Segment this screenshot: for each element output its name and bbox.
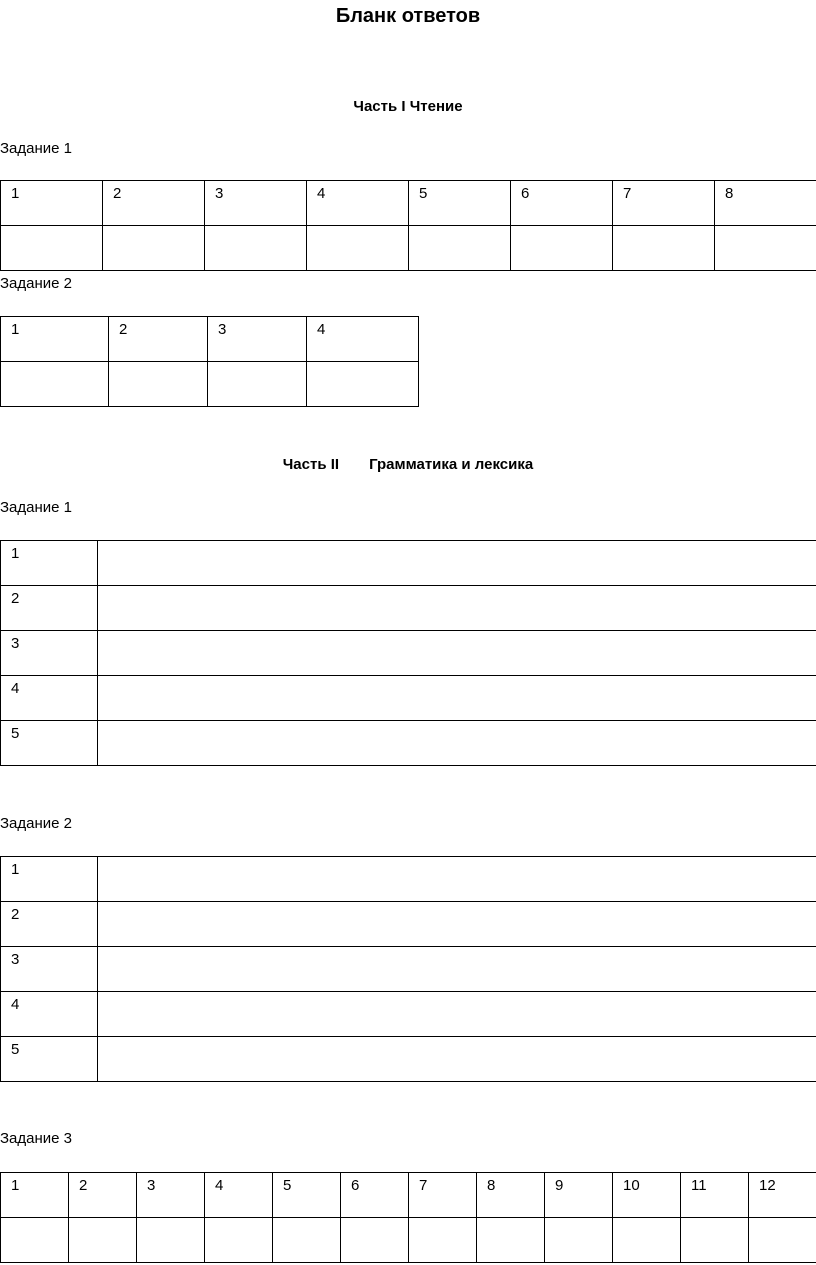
answer-cell[interactable] bbox=[109, 362, 208, 407]
column-header: 3 bbox=[205, 181, 307, 226]
answer-cell[interactable] bbox=[273, 1218, 341, 1263]
column-header: 6 bbox=[341, 1173, 409, 1218]
column-header: 6 bbox=[511, 181, 613, 226]
answer-cell[interactable] bbox=[205, 226, 307, 271]
answer-cell[interactable] bbox=[98, 992, 816, 1037]
answer-cell[interactable] bbox=[409, 226, 511, 271]
answer-cell[interactable] bbox=[477, 1218, 545, 1263]
answer-cell[interactable] bbox=[1, 362, 109, 407]
header-row bbox=[1, 1173, 816, 1218]
column-header: 8 bbox=[477, 1173, 545, 1218]
page-title: Бланк ответов bbox=[335, 5, 481, 27]
answer-cell[interactable] bbox=[1, 226, 103, 271]
column-header: 12 bbox=[749, 1173, 816, 1218]
column-header: 10 bbox=[613, 1173, 681, 1218]
answer-cell[interactable] bbox=[511, 226, 613, 271]
column-header: 2 bbox=[103, 181, 205, 226]
row-number: 1 bbox=[1, 541, 98, 586]
answer-cell[interactable] bbox=[98, 721, 816, 766]
table-row bbox=[1, 902, 816, 947]
answer-cell[interactable] bbox=[613, 1218, 681, 1263]
answer-row bbox=[1, 1218, 816, 1263]
column-header: 4 bbox=[307, 181, 409, 226]
answer-cell[interactable] bbox=[98, 676, 816, 721]
row-number: 3 bbox=[1, 947, 98, 992]
answer-cell[interactable] bbox=[341, 1218, 409, 1263]
answer-cell[interactable] bbox=[715, 226, 816, 271]
column-header: 8 bbox=[715, 181, 816, 226]
answer-row bbox=[1, 362, 419, 407]
part2-title-name: Грамматика и лексика bbox=[369, 456, 534, 473]
row-number: 1 bbox=[1, 857, 98, 902]
header-row bbox=[1, 181, 816, 226]
answer-cell[interactable] bbox=[98, 857, 816, 902]
table-row bbox=[1, 631, 816, 676]
part2-title bbox=[0, 455, 816, 475]
column-header: 2 bbox=[109, 317, 208, 362]
table-row bbox=[1, 721, 816, 766]
answer-cell[interactable] bbox=[98, 902, 816, 947]
answer-cell[interactable] bbox=[98, 631, 816, 676]
answer-cell[interactable] bbox=[208, 362, 307, 407]
column-header: 3 bbox=[208, 317, 307, 362]
column-header: 7 bbox=[613, 181, 715, 226]
part2-task3-label: Задание 3 bbox=[0, 1130, 73, 1147]
column-header: 9 bbox=[545, 1173, 613, 1218]
answer-cell[interactable] bbox=[1, 1218, 69, 1263]
row-number: 2 bbox=[1, 586, 98, 631]
answer-cell[interactable] bbox=[307, 226, 409, 271]
answer-cell[interactable] bbox=[98, 947, 816, 992]
answer-cell[interactable] bbox=[613, 226, 715, 271]
answer-cell[interactable] bbox=[137, 1218, 205, 1263]
column-header: 7 bbox=[409, 1173, 477, 1218]
table-row bbox=[1, 541, 816, 586]
row-number: 5 bbox=[1, 1037, 98, 1082]
column-header: 5 bbox=[273, 1173, 341, 1218]
table-row bbox=[1, 992, 816, 1037]
column-header: 2 bbox=[69, 1173, 137, 1218]
answer-cell[interactable] bbox=[69, 1218, 137, 1263]
row-number: 5 bbox=[1, 721, 98, 766]
column-header: 11 bbox=[681, 1173, 749, 1218]
answer-cell[interactable] bbox=[98, 1037, 816, 1082]
table-row bbox=[1, 586, 816, 631]
table-row bbox=[1, 1037, 816, 1082]
column-header: 5 bbox=[409, 181, 511, 226]
column-header: 1 bbox=[1, 181, 103, 226]
column-header: 1 bbox=[1, 1173, 69, 1218]
part1-title: Часть I Чтение bbox=[353, 98, 463, 115]
part2-task2-label: Задание 2 bbox=[0, 815, 73, 832]
part1-task2-table bbox=[0, 316, 419, 407]
answer-cell[interactable] bbox=[545, 1218, 613, 1263]
answer-cell[interactable] bbox=[681, 1218, 749, 1263]
answer-cell[interactable] bbox=[98, 586, 816, 631]
part2-title-number: Часть II bbox=[282, 456, 340, 473]
row-number: 3 bbox=[1, 631, 98, 676]
answer-cell[interactable] bbox=[205, 1218, 273, 1263]
part2-task1-table bbox=[0, 540, 816, 766]
answer-cell[interactable] bbox=[409, 1218, 477, 1263]
answer-cell[interactable] bbox=[98, 541, 816, 586]
part2-task2-table bbox=[0, 856, 816, 1082]
table-row bbox=[1, 857, 816, 902]
answer-cell[interactable] bbox=[307, 362, 419, 407]
column-header: 4 bbox=[205, 1173, 273, 1218]
header-row bbox=[1, 317, 419, 362]
row-number: 4 bbox=[1, 992, 98, 1037]
part1-task2-label: Задание 2 bbox=[0, 275, 73, 292]
row-number: 4 bbox=[1, 676, 98, 721]
column-header: 1 bbox=[1, 317, 109, 362]
row-number: 2 bbox=[1, 902, 98, 947]
column-header: 4 bbox=[307, 317, 419, 362]
answer-cell[interactable] bbox=[103, 226, 205, 271]
answer-cell[interactable] bbox=[749, 1218, 816, 1263]
table-row bbox=[1, 947, 816, 992]
part2-task1-label: Задание 1 bbox=[0, 499, 73, 516]
column-header: 3 bbox=[137, 1173, 205, 1218]
table-row bbox=[1, 676, 816, 721]
part2-task3-table bbox=[0, 1172, 816, 1263]
part1-task1-table bbox=[0, 180, 816, 271]
answer-row bbox=[1, 226, 816, 271]
part1-task1-label: Задание 1 bbox=[0, 140, 73, 157]
